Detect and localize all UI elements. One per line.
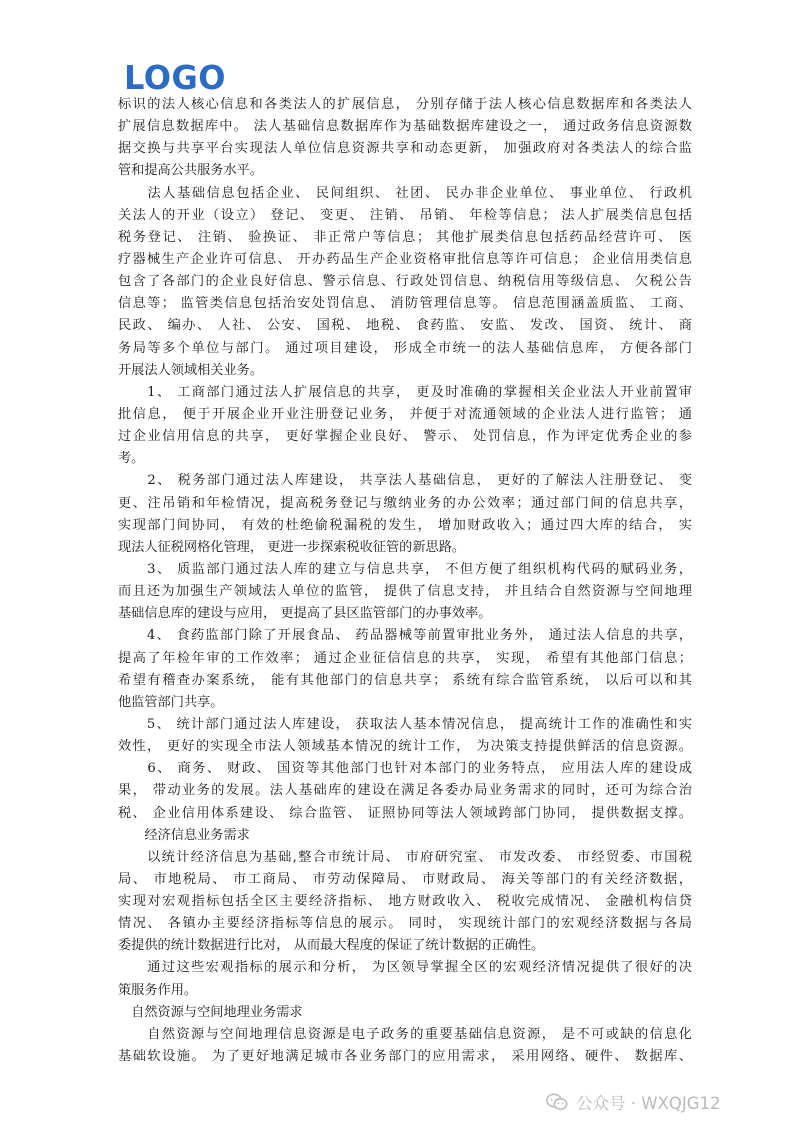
watermark-text: 公众号 · WXQJG12 <box>576 1094 721 1113</box>
text-line: 策服务作用。 <box>118 982 198 998</box>
text-line: 管和提高公共服务水平。 <box>118 163 264 179</box>
text-line: 而且还为加强生产领域法人单位的监管， 提供了信息支持， 并且结合自然资源与空间地理 <box>118 584 692 600</box>
text-line: 现法人征税网格化管理， 更进一步探索税收征管的新思路。 <box>118 539 466 555</box>
document-body <box>118 94 692 1068</box>
text-line: 更、注吊销和年检情况，提高税务登记与缴纳业务的办公效率；通过部门间的信息共享， <box>118 495 692 511</box>
text-line: 情况、 各镇办主要经济指标等信息的展示。 同时， 实现统计部门的宏观经济数据与各局 <box>118 916 692 932</box>
text-line: 以统计经济信息为基础,整合市统计局、 市府研究室、 市发改委、 市经贸委、市国税 <box>118 849 692 865</box>
text-line: 自然资源与空间地理信息资源是电子政务的重要基础信息资源， 是不可或缺的信息化 <box>118 1026 692 1042</box>
text-line: 关法人的开业（设立） 登记、 变更、 注销、 吊销、 年检等信息； 法人扩展类信息包括 <box>118 207 692 223</box>
text-line: 基础软设施。 为了更好地满足城市各业务部门的应用需求， 采用网络、硬件、 数据库、 <box>118 1049 692 1065</box>
wechat-icon <box>546 1093 568 1111</box>
text-line: 务局等多个单位与部门。 通过项目建设， 形成全市统一的法人基础信息库， 方便各部门 <box>118 340 692 356</box>
text-line: 税务登记、 注销、 验换证、 非正常户等信息； 其他扩展类信息包括药品经营许可、 医 <box>118 229 692 245</box>
text-line: 开展法人领域相关业务。 <box>118 362 264 378</box>
text-line: 过企业信用信息的共享， 更好掌握企业良好、 警示、 处罚信息，作为评定优秀企业的参 <box>118 429 692 445</box>
text-line: 效性， 更好的实现全市法人领域基本情况的统计工作， 为决策支持提供鲜活的信息资源。 <box>118 739 692 755</box>
text-line: 信息等； 监管类信息包括治安处罚信息、 消防管理信息等。 信息范围涵盖质监、 工商、 <box>118 296 692 312</box>
text-line: 包含了各部门的企业良好信息、警示信息、行政处罚信息、纳税信用等级信息、 欠税公告 <box>118 274 692 290</box>
text-line: 实现对宏观指标包括全区主要经济指标、 地方财政收入、 税收完成情况、 金融机构信贷 <box>118 894 692 910</box>
text-line: 局、 市地税局、 市工商局、 市劳动保障局、 市财政局、 海关等部门的有关经济数据， <box>118 871 692 887</box>
text-line: 果， 带动业务的发展。法人基础库的建设在满足各委办局业务需求的同时，还可为综合治 <box>118 783 692 799</box>
text-line: 标识的法人核心信息和各类法人的扩展信息， 分别存储于法人核心信息数据库和各类法人 <box>118 97 692 112</box>
text-line: 民政、 编办、 人社、 公安、 国税、 地税、 食药监、 安监、 发改、 国资、 统计、 商 <box>118 318 692 334</box>
text-line: 1、 工商部门通过法人扩展信息的共享， 更及时准确的掌握相关企业法人开业前置审 <box>118 384 692 400</box>
text-line: 经济信息业务需求 <box>118 827 250 843</box>
text-line: 3、 质监部门通过法人库的建立与信息共享， 不但方便了组织机构代码的赋码业务， <box>118 561 692 577</box>
text-line: 税、 企业信用体系建设、 综合监管、 证照协同等法人领域跨部门协同， 提供数据支撑。 <box>118 805 692 821</box>
text-line: 法人基础信息包括企业、 民间组织、 社团、 民办非企业单位、 事业单位、 行政机 <box>118 185 692 201</box>
text-line: 他监管部门共享。 <box>118 694 224 710</box>
text-line: 4、 食药监部门除了开展食品、 药品器械等前置审批业务外， 通过法人信息的共享， <box>118 628 692 644</box>
text-line: 批信息， 便于开展企业开业注册登记业务， 并便于对流通领域的企业法人进行监管； 通 <box>118 406 692 422</box>
logo-text: LOGO <box>124 60 226 96</box>
watermark <box>546 1092 721 1112</box>
text-line: 扩展信息数据库中。 法人基础信息数据库作为基础数据库建设之一， 通过政务信息资源数 <box>118 119 692 135</box>
logo-graphic <box>124 60 228 96</box>
text-line: 2、 税务部门通过法人库建设， 共享法人基础信息， 更好的了解法人注册登记、 变 <box>118 473 692 489</box>
text-line: 考。 <box>118 451 145 467</box>
text-line: 自然资源与空间地理业务需求 <box>118 1004 303 1020</box>
text-line: 提高了年检年审的工作效率； 通过企业征信信息的共享， 实现， 希望有其他部门信息； <box>118 650 692 666</box>
text-line: 6、 商务、 财政、 国资等其他部门也针对本部门的业务特点， 应用法人库的建设成 <box>118 761 692 777</box>
text-line: 据交换与共享平台实现法人单位信息资源共享和动态更新， 加强政府对各类法人的综合监 <box>118 141 692 157</box>
text-line: 通过这些宏观指标的展示和分析， 为区领导掌握全区的宏观经济情况提供了很好的决 <box>118 960 692 976</box>
logo <box>124 60 228 96</box>
text-line: 疗器械生产企业许可信息、 开办药品生产企业资格审批信息等许可信息； 企业信用类信息 <box>118 251 692 267</box>
text-line: 希望有稽查办案系统， 能有其他部门的信息共享； 系统有综合监管系统， 以后可以和其 <box>118 672 692 688</box>
text-line: 实现部门间协同， 有效的杜绝偷税漏税的发生， 增加财政收入；通过四大库的结合， 实 <box>118 517 692 533</box>
text-line: 委提供的统计数据进行比对， 从而最大程度的保证了统计数据的正确性。 <box>118 938 545 954</box>
text-line: 5、 统计部门通过法人库建设， 获取法人基本情况信息， 提高统计工作的准确性和实 <box>118 716 692 732</box>
text-line: 基础信息库的建设与应用， 更提高了县区监管部门的办事效率。 <box>118 606 492 622</box>
